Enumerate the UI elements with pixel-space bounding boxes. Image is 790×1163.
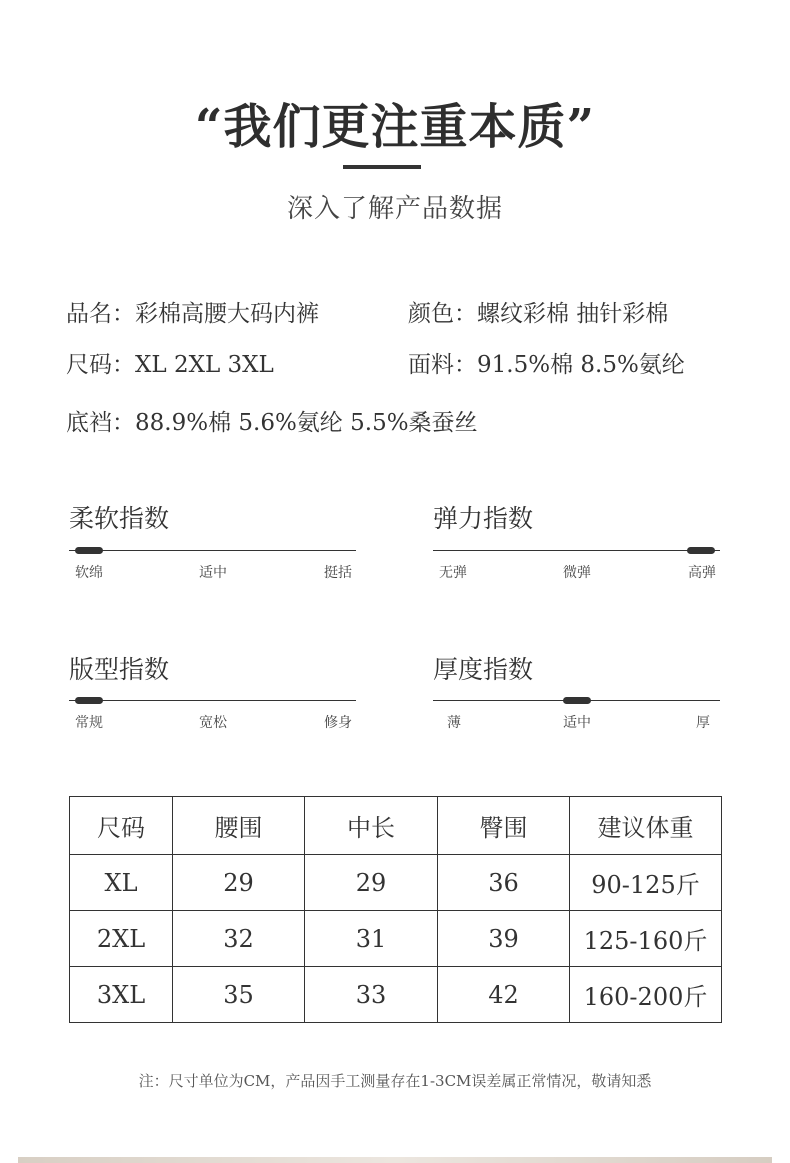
index-title: 厚度指数 [433,655,534,684]
spec-product-name: 品名：彩棉高腰大码内裤 [66,301,319,327]
index-label-high: 修身 [324,715,352,731]
bottom-image-strip [18,1157,772,1163]
index-label-high: 挺括 [324,565,352,581]
table-cell: 42 [438,967,570,1023]
index-label-low: 无弹 [439,565,467,581]
table-cell: 29 [305,855,438,911]
table-cell: 32 [173,911,305,967]
table-cell: 3XL [70,967,173,1023]
table-cell: 36 [438,855,570,911]
table-header-cell: 臀围 [438,797,570,855]
table-header-cell: 尺码 [70,797,173,855]
size-table [69,796,722,1023]
index-title: 弹力指数 [433,504,534,533]
table-cell: XL [70,855,173,911]
table-cell: 35 [173,967,305,1023]
table-row [70,967,722,1023]
table-cell: 39 [438,911,570,967]
page-title: “我们更注重本质” [194,99,596,155]
index-label-low: 软绵 [75,565,103,581]
index-track [69,550,356,551]
footnote: 注：尺寸单位为CM，产品因手工测量存在1-3CM误差属正常情况，敬请知悉 [138,1072,652,1090]
index-label-high: 高弹 [688,565,716,581]
index-marker [75,547,103,554]
table-cell: 33 [305,967,438,1023]
title-divider [343,165,421,169]
table-row [70,855,722,911]
index-label-low: 薄 [447,715,461,731]
page-subtitle: 深入了解产品数据 [286,194,503,224]
index-label-mid: 微弹 [563,565,591,581]
index-label-mid: 适中 [199,565,227,581]
index-track [69,700,356,701]
table-header-cell: 中长 [305,797,438,855]
index-track [433,550,720,551]
table-cell: 29 [173,855,305,911]
index-title: 柔软指数 [69,504,170,533]
table-row [70,911,722,967]
spec-color: 颜色：螺纹彩棉 抽针彩棉 [408,301,669,327]
table-header-cell: 建议体重 [570,797,722,855]
index-marker [75,697,103,704]
spec-crotch: 底裆：88.9%棉 5.6%氨纶 5.5%桑蚕丝 [66,410,478,436]
table-header-row [70,797,722,855]
spec-fabric: 面料：91.5%棉 8.5%氨纶 [408,352,685,378]
index-marker [687,547,715,554]
table-cell: 2XL [70,911,173,967]
table-cell: 160-200斤 [570,967,722,1023]
table-cell: 90-125斤 [570,855,722,911]
index-title: 版型指数 [69,655,170,684]
table-header-cell: 腰围 [173,797,305,855]
index-marker [563,697,591,704]
index-label-low: 常规 [75,715,103,731]
table-cell: 125-160斤 [570,911,722,967]
spec-size: 尺码：XL 2XL 3XL [66,352,274,378]
index-label-mid: 适中 [563,715,591,731]
index-label-high: 厚 [696,715,710,731]
index-label-mid: 宽松 [199,715,227,731]
table-cell: 31 [305,911,438,967]
